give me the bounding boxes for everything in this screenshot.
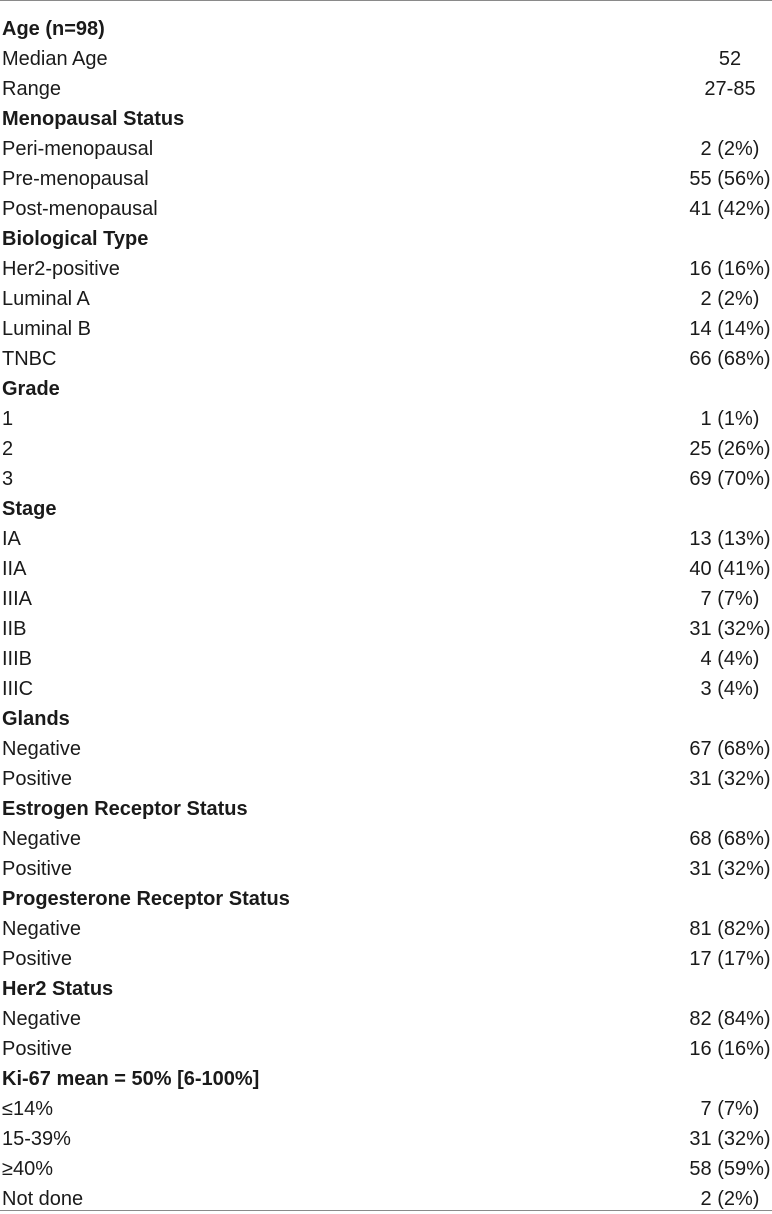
row-label: IIIA [2, 588, 33, 610]
table-row [0, 344, 772, 374]
row-value: 17 (17%) [689, 948, 771, 970]
section-header-row [0, 794, 772, 824]
row-label: Positive [2, 858, 73, 880]
table-row [0, 284, 772, 314]
row-label: IIB [2, 618, 27, 640]
table-row [0, 914, 772, 944]
row-value: 31 (32%) [689, 768, 771, 790]
section-header-row [0, 494, 772, 524]
row-value: 55 (56%) [689, 168, 771, 190]
table-row [0, 1124, 772, 1154]
section-header-row [0, 104, 772, 134]
row-label: Range [2, 78, 61, 100]
row-label: Post-menopausal [2, 198, 158, 220]
table-row [0, 1034, 772, 1064]
row-value: 68 (68%) [689, 828, 771, 850]
row-value: 2 (2%) [700, 138, 760, 160]
row-label: Luminal B [2, 318, 91, 340]
row-label: Positive [2, 948, 73, 970]
table-row [0, 1154, 772, 1184]
row-value: 3 (4%) [700, 678, 760, 700]
table-row [0, 164, 772, 194]
table-row [0, 74, 772, 104]
row-value: 2 (2%) [700, 1188, 760, 1210]
table-row [0, 584, 772, 614]
section-header-row [0, 974, 772, 1004]
table-row [0, 614, 772, 644]
table-row [0, 404, 772, 434]
table-row [0, 644, 772, 674]
table-row [0, 524, 772, 554]
row-label: TNBC [2, 348, 57, 370]
row-value: 13 (13%) [689, 528, 771, 550]
row-label: 15-39% [2, 1128, 71, 1150]
row-value: 7 (7%) [700, 1098, 760, 1120]
row-value: 81 (82%) [689, 918, 771, 940]
row-label: ≤14% [2, 1098, 54, 1120]
row-label: Negative [2, 1008, 81, 1030]
table-row [0, 764, 772, 794]
section-title: Grade [2, 378, 60, 400]
section-title: Stage [2, 498, 57, 520]
row-label: Pre-menopausal [2, 168, 149, 190]
table-row [0, 734, 772, 764]
row-value: 14 (14%) [689, 318, 771, 340]
section-title: Her2 Status [2, 978, 114, 1000]
row-value: 7 (7%) [700, 588, 760, 610]
row-value: 69 (70%) [689, 468, 771, 490]
row-value: 25 (26%) [689, 438, 771, 460]
table-row [0, 854, 772, 884]
row-label: Peri-menopausal [2, 138, 154, 160]
row-label: Luminal A [2, 288, 90, 310]
row-value: 1 (1%) [700, 408, 760, 430]
row-value: 16 (16%) [689, 258, 771, 280]
row-value: 31 (32%) [689, 1128, 771, 1150]
section-title: Biological Type [2, 228, 149, 250]
section-header-row [0, 224, 772, 254]
row-value: 31 (32%) [689, 618, 771, 640]
row-value: 4 (4%) [700, 648, 760, 670]
row-value: 2 (2%) [700, 288, 760, 310]
section-header-row [0, 1064, 772, 1094]
row-value: 82 (84%) [689, 1008, 771, 1030]
section-title: Menopausal Status [2, 108, 185, 130]
section-header-row [0, 374, 772, 404]
section-header-row [0, 884, 772, 914]
row-value: 16 (16%) [689, 1038, 771, 1060]
section-title: Glands [2, 708, 70, 730]
row-label: IIA [2, 558, 27, 580]
row-label: 1 [2, 408, 14, 430]
table-row [0, 254, 772, 284]
row-value: 58 (59%) [689, 1158, 771, 1180]
row-value: 27-85 [704, 78, 756, 100]
table-body [0, 14, 772, 1214]
table-row [0, 674, 772, 704]
table-bottom-rule [0, 1210, 772, 1211]
table-row [0, 1094, 772, 1124]
section-title: Age (n=98) [2, 18, 105, 40]
table-row [0, 824, 772, 854]
table-row [0, 134, 772, 164]
row-label: ≥40% [2, 1158, 54, 1180]
row-value: 52 [718, 48, 742, 70]
row-label: IA [2, 528, 21, 550]
row-label: IIIC [2, 678, 34, 700]
row-label: Negative [2, 828, 81, 850]
row-label: 2 [2, 438, 14, 460]
row-value: 41 (42%) [689, 198, 771, 220]
table-row [0, 944, 772, 974]
section-title: Progesterone Receptor Status [2, 888, 290, 910]
row-label: 3 [2, 468, 14, 490]
table-row [0, 464, 772, 494]
row-label: Positive [2, 1038, 73, 1060]
section-title: Ki-67 mean = 50% [6-100%] [2, 1068, 260, 1090]
row-label: Not done [2, 1188, 84, 1210]
row-label: Negative [2, 738, 81, 760]
row-label: IIIB [2, 648, 33, 670]
section-title: Estrogen Receptor Status [2, 798, 248, 820]
table-row [0, 434, 772, 464]
row-label: Median Age [2, 48, 108, 70]
table-row [0, 194, 772, 224]
table-row [0, 1004, 772, 1034]
row-value: 66 (68%) [689, 348, 771, 370]
row-label: Positive [2, 768, 73, 790]
table-top-rule [0, 0, 772, 1]
table-row [0, 314, 772, 344]
table-row [0, 44, 772, 74]
row-value: 31 (32%) [689, 858, 771, 880]
row-label: Her2-positive [2, 258, 120, 280]
row-value: 67 (68%) [689, 738, 771, 760]
section-header-row [0, 14, 772, 44]
table-row [0, 554, 772, 584]
section-header-row [0, 704, 772, 734]
row-value: 40 (41%) [689, 558, 771, 580]
row-label: Negative [2, 918, 81, 940]
